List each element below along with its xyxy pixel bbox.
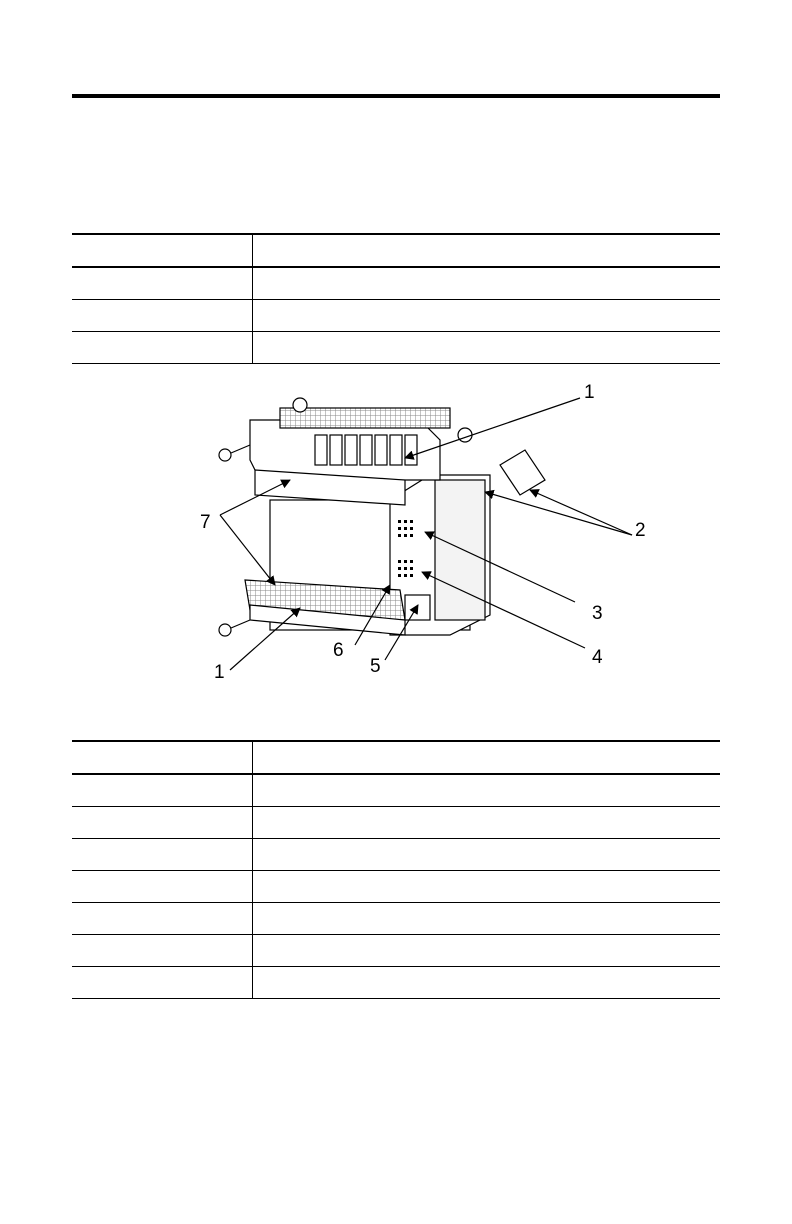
table-cell [72, 807, 253, 839]
table-cell [253, 807, 721, 839]
table-header-row [72, 741, 720, 774]
plug-in-module [500, 450, 545, 495]
table-cell [72, 871, 253, 903]
table-header-row [72, 234, 720, 267]
table-cell [72, 774, 253, 807]
table-cell [72, 935, 253, 967]
callout-label: 3 [592, 603, 603, 624]
table-row [72, 903, 720, 935]
table-cell [253, 300, 721, 332]
table-1 [72, 233, 720, 364]
callout-label: 6 [333, 640, 344, 661]
table-cell [253, 871, 721, 903]
callout-label: 1 [584, 382, 595, 403]
comm-port [405, 595, 430, 620]
controller-figure [190, 380, 660, 690]
table-2 [72, 740, 720, 999]
table-cell [72, 332, 253, 364]
table-cell [253, 839, 721, 871]
table-cell [253, 967, 721, 999]
table-row [72, 871, 720, 903]
table-cell [253, 774, 721, 807]
table-row [72, 267, 720, 300]
table-cell [72, 903, 253, 935]
upper-terminal-block [250, 398, 472, 480]
callout-label: 1 [214, 662, 225, 683]
callout-label: 2 [635, 520, 646, 541]
lower-terminal-block [245, 580, 405, 635]
table-cell [72, 967, 253, 999]
table-cell [253, 903, 721, 935]
table-cell [72, 741, 253, 774]
table-cell [253, 935, 721, 967]
table-cell [253, 267, 721, 300]
callout-label: 5 [370, 656, 381, 677]
table-cell [72, 839, 253, 871]
table-cell [253, 332, 721, 364]
table-row [72, 935, 720, 967]
table-row [72, 300, 720, 332]
mounting-screws [219, 445, 250, 636]
header-rule [72, 94, 720, 98]
table-row [72, 332, 720, 364]
table-row [72, 967, 720, 999]
table-cell [72, 267, 253, 300]
callout-label: 7 [200, 512, 211, 533]
table-row [72, 839, 720, 871]
table-cell [253, 741, 721, 774]
table-cell [253, 234, 721, 267]
callout-label: 4 [592, 647, 603, 668]
table-row [72, 774, 720, 807]
table-cell [72, 234, 253, 267]
table-row [72, 807, 720, 839]
table-cell [72, 300, 253, 332]
